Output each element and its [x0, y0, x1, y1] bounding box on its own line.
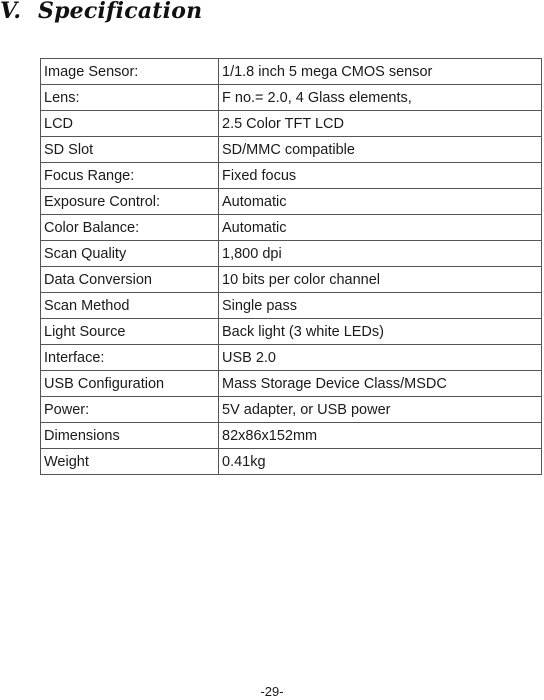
table-row	[41, 241, 542, 267]
spec-value: 82x86x152mm	[219, 423, 542, 449]
spec-label: Power:	[41, 397, 219, 423]
spec-value: 10 bits per color channel	[219, 267, 542, 293]
spec-value: 1/1.8 inch 5 mega CMOS sensor	[219, 59, 542, 85]
table-row	[41, 267, 542, 293]
table-row	[41, 319, 542, 345]
table-row	[41, 293, 542, 319]
page-number: -29-	[260, 684, 284, 699]
spec-value: Back light (3 white LEDs)	[219, 319, 542, 345]
section-number: V.	[0, 0, 22, 24]
spec-value: 1,800 dpi	[219, 241, 542, 267]
spec-label: Color Balance:	[41, 215, 219, 241]
spec-label: LCD	[41, 111, 219, 137]
specification-table	[40, 58, 542, 475]
section-heading	[0, 0, 202, 24]
table-row	[41, 397, 542, 423]
spec-value: 5V adapter, or USB power	[219, 397, 542, 423]
table-row	[41, 137, 542, 163]
spec-label: Data Conversion	[41, 267, 219, 293]
spec-value: USB 2.0	[219, 345, 542, 371]
spec-label: Interface:	[41, 345, 219, 371]
spec-label: Image Sensor:	[41, 59, 219, 85]
spec-label: Dimensions	[41, 423, 219, 449]
spec-value: Fixed focus	[219, 163, 542, 189]
spec-label: Lens:	[41, 85, 219, 111]
table-row	[41, 189, 542, 215]
table-row	[41, 371, 542, 397]
spec-value: F no.= 2.0, 4 Glass elements,	[219, 85, 542, 111]
table-row	[41, 345, 542, 371]
spec-label: USB Configuration	[41, 371, 219, 397]
spec-label: Focus Range:	[41, 163, 219, 189]
spec-label: Scan Quality	[41, 241, 219, 267]
spec-value: Automatic	[219, 215, 542, 241]
spec-label: Scan Method	[41, 293, 219, 319]
spec-value: 2.5 Color TFT LCD	[219, 111, 542, 137]
table-row	[41, 215, 542, 241]
spec-label: SD Slot	[41, 137, 219, 163]
spec-label: Light Source	[41, 319, 219, 345]
table-row	[41, 449, 542, 475]
spec-value: SD/MMC compatible	[219, 137, 542, 163]
table-row	[41, 59, 542, 85]
spec-value: 0.41kg	[219, 449, 542, 475]
table-row	[41, 163, 542, 189]
spec-label: Exposure Control:	[41, 189, 219, 215]
spec-value: Automatic	[219, 189, 542, 215]
table-row	[41, 423, 542, 449]
table-row	[41, 85, 542, 111]
spec-value: Single pass	[219, 293, 542, 319]
table-row	[41, 111, 542, 137]
section-title: Specification	[38, 0, 203, 24]
spec-label: Weight	[41, 449, 219, 475]
spec-value: Mass Storage Device Class/MSDC	[219, 371, 542, 397]
